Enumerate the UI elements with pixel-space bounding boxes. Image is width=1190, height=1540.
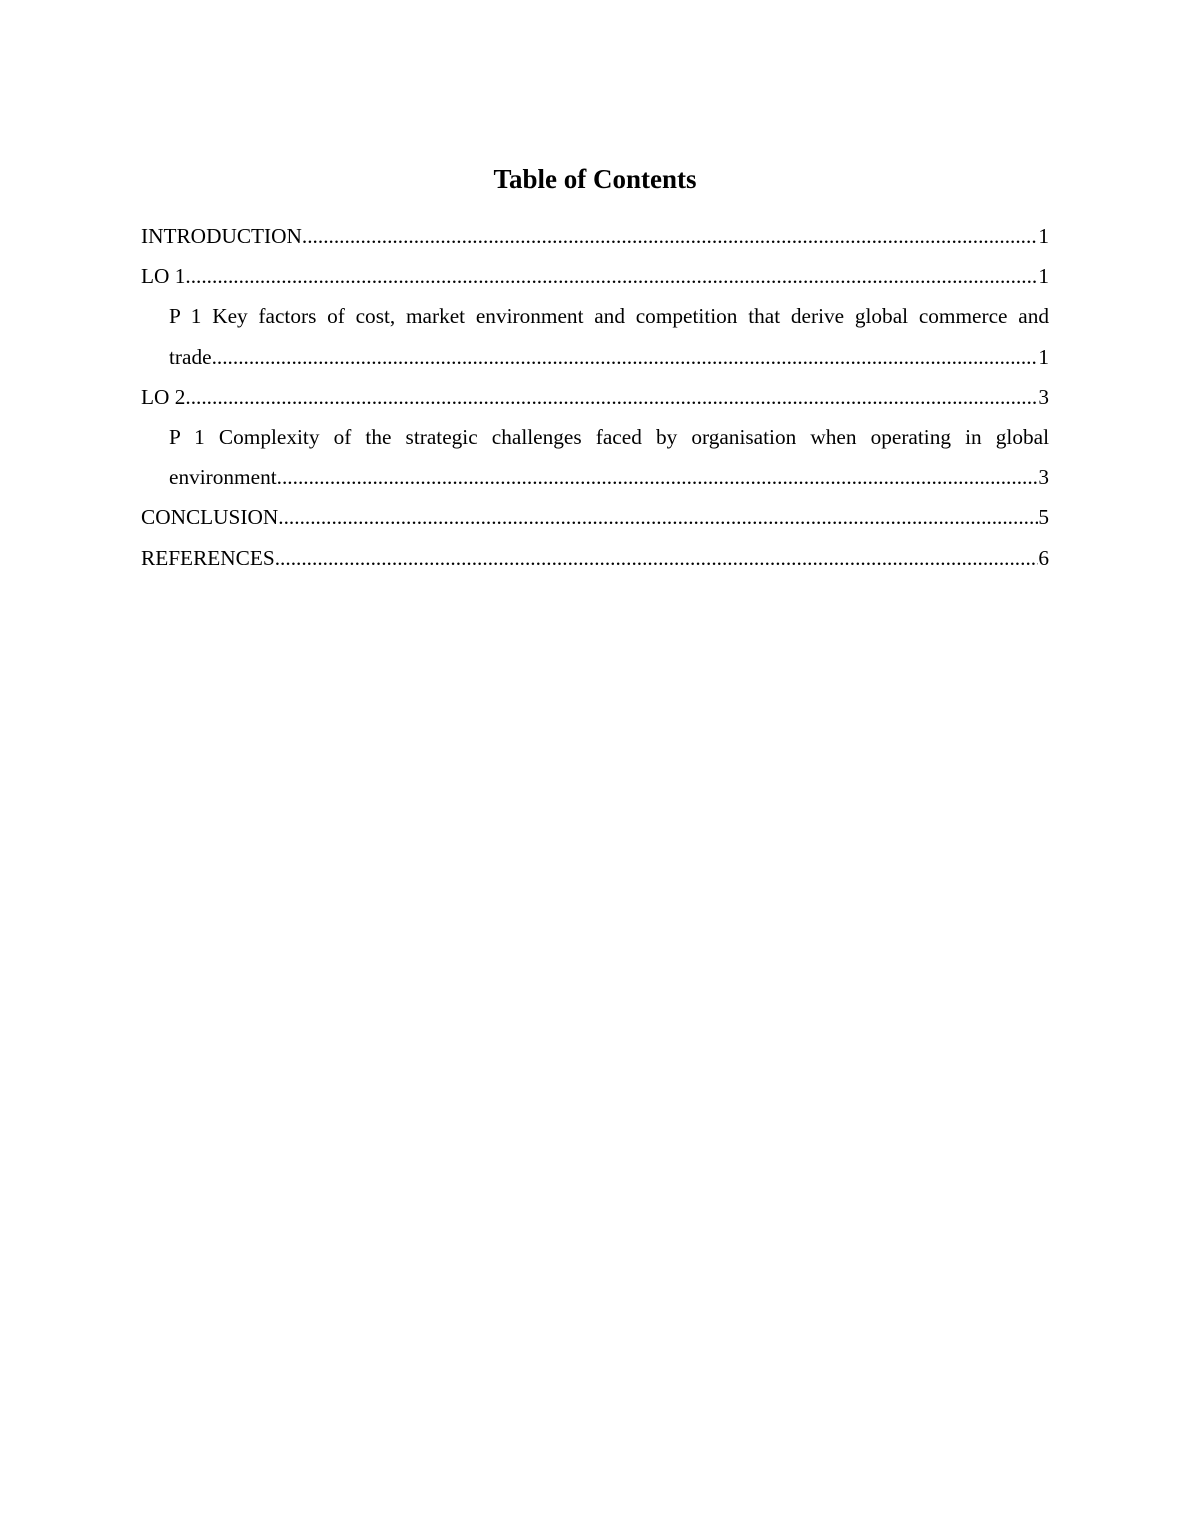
- toc-entry-conclusion[interactable]: [141, 497, 1049, 537]
- toc-entry-references[interactable]: [141, 538, 1049, 578]
- toc-entry-label: LO 1: [141, 264, 186, 289]
- toc-entry-lo1[interactable]: [141, 256, 1049, 296]
- toc-entry-label: INTRODUCTION: [141, 224, 302, 248]
- dot-leader: [185, 256, 1038, 296]
- dot-leader: [212, 337, 1039, 377]
- toc-entry-continuation: [141, 337, 1049, 377]
- toc-entry-lo2[interactable]: [141, 377, 1049, 417]
- page-title: Table of Contents: [493, 164, 697, 194]
- toc-entry-label: trade: [169, 344, 212, 369]
- toc-page-number: 6: [1038, 545, 1049, 570]
- toc-entry-introduction[interactable]: [141, 216, 1049, 256]
- toc-page-number: 5: [1038, 505, 1049, 530]
- dot-leader: [278, 497, 1038, 537]
- toc-entry-label-line: P 1 Key factors of cost, market environment and competition that derive global commerce and: [169, 304, 1049, 329]
- toc-entry-continuation: [141, 457, 1049, 497]
- dot-leader: [185, 377, 1038, 417]
- toc-page-number: 1: [1038, 224, 1049, 248]
- toc-entry-label: CONCLUSION: [141, 505, 279, 530]
- dot-leader: [277, 457, 1039, 497]
- toc-entry-p1-key-factors[interactable]: [141, 296, 1049, 376]
- toc-entry-label-line: P 1 Complexity of the strategic challenges faced by organisation when operating in global: [169, 424, 1049, 449]
- dot-leader: [275, 538, 1039, 578]
- table-of-contents: [141, 216, 1049, 578]
- dot-leader: [302, 216, 1038, 256]
- toc-entry-p1-complexity[interactable]: [141, 417, 1049, 497]
- toc-page-number: 3: [1038, 465, 1049, 490]
- toc-page-number: 3: [1038, 384, 1049, 409]
- toc-entry-label: LO 2: [141, 384, 186, 409]
- toc-entry-label: REFERENCES: [141, 545, 275, 570]
- toc-page-number: 1: [1038, 344, 1049, 369]
- toc-page-number: 1: [1038, 264, 1049, 289]
- toc-entry-label: environment: [169, 465, 277, 490]
